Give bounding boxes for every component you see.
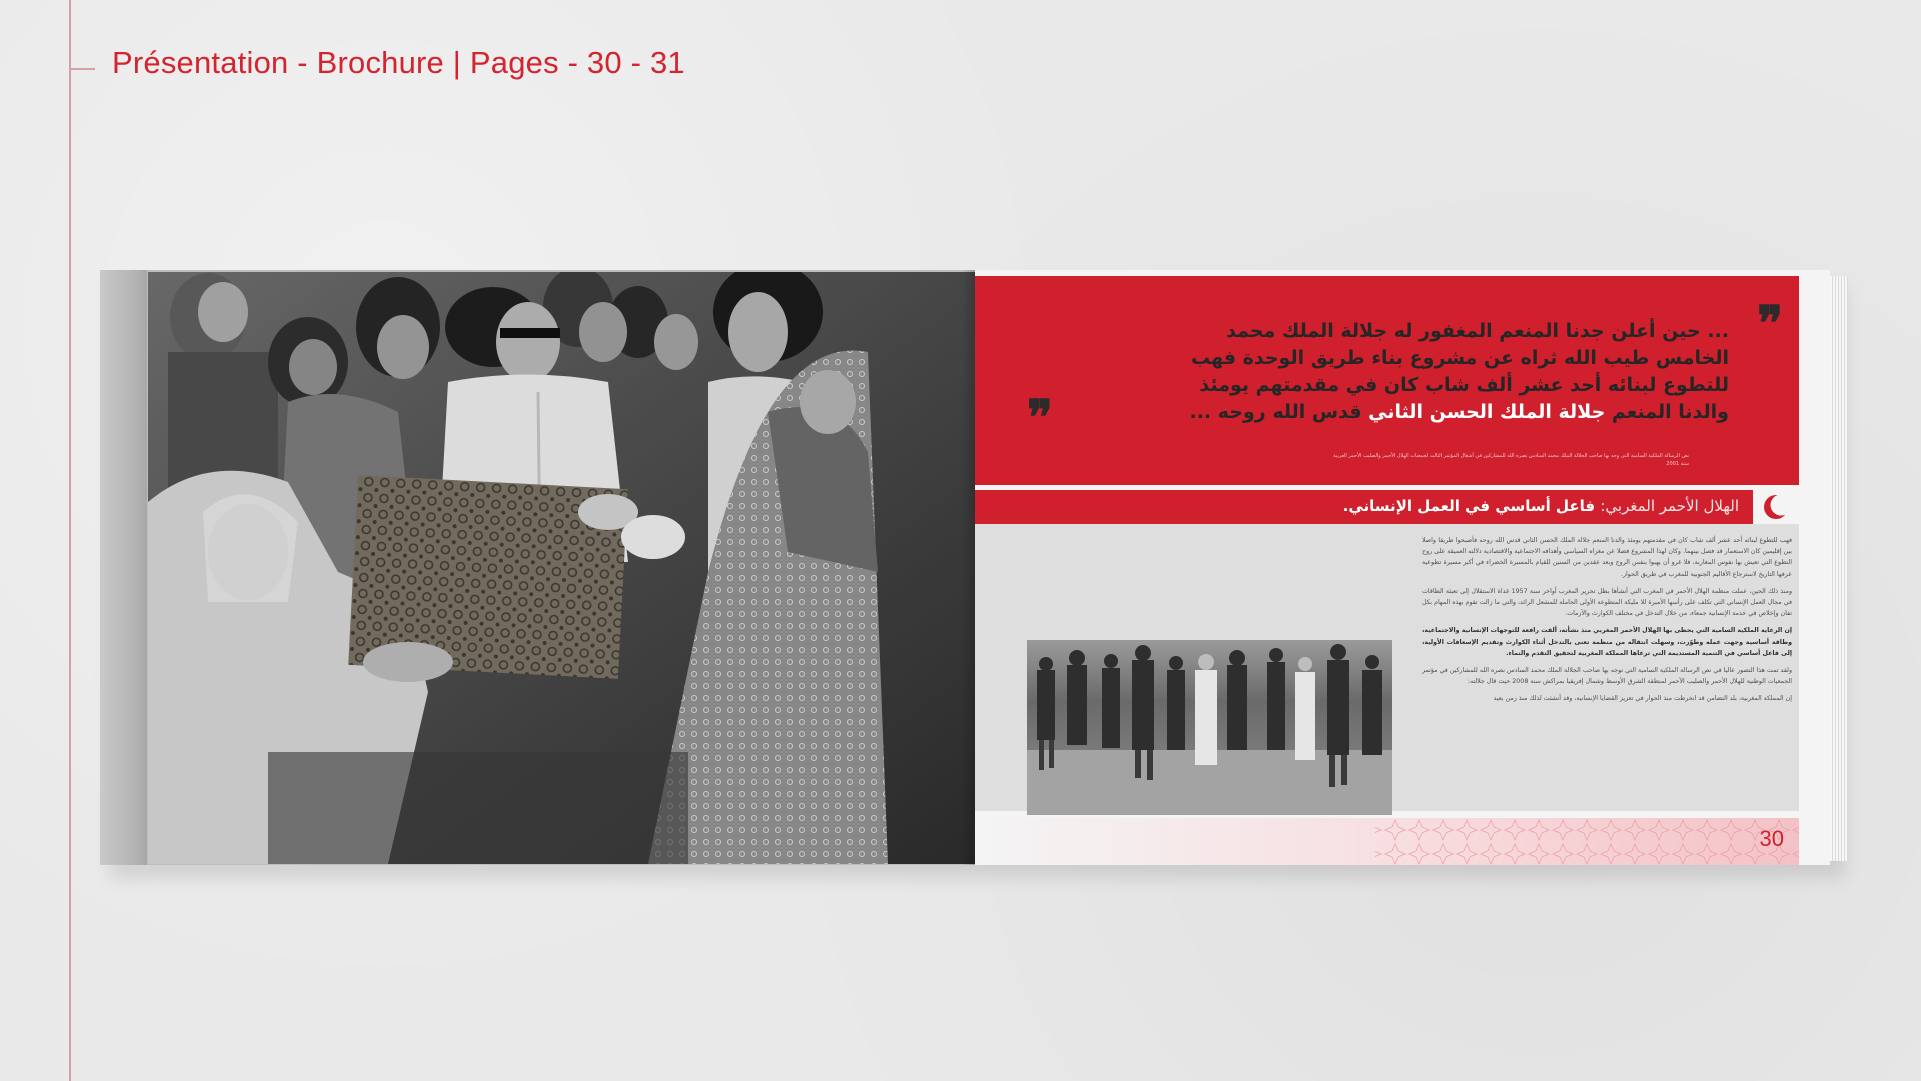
quote-open-mark: ❞ xyxy=(1757,296,1783,352)
quote-line-1: ... حين أعلن جدنا المنعم المغفور له جلالة الملك محمد xyxy=(1226,320,1729,342)
quote-block xyxy=(975,276,1799,485)
quote-text xyxy=(1029,318,1729,426)
body-paragraph-5: إن المملكة المغربية، بلد التضامن قد انخرطت منذ الحوار في تعزيز القضايا الإنسانية، وقد أنشئت لذلك منذ زمن بعيد xyxy=(1493,695,1792,703)
title-dash xyxy=(69,68,95,70)
body-paragraph-2: ومنذ ذلك الحين، عملت منظمة الهلال الأحمر في المغرب التي أنشأها بطل تحرير المغرب أواخر سنة 1957 غداة الاستقلال إلى تعبئة الطاقات في مجال العمل الإنساني التي تكلف على رأسها الأميرة للا مليكة المتطوعة الأولى الحاملة للمشعل الرائد، والتي ما زالت تقوم بهذه المهام بكل تفان وإخلاص في خدمة الإنسانية جمعاء، من خلال التدخل في مختلف الكوارث والأزمات. xyxy=(1422,587,1792,618)
quote-line-2: الخامس طيب الله ثراه عن مشروع بناء طريق الوحدة فهب xyxy=(1190,347,1729,369)
body-paragraph-1: فهب للتطوع لبنائه أحد عشر ألف شاب كان في مقدمتهم يومئذ والدنا المنعم جلالة الملك الحسن الثاني قدس الله روحه فأصبحوا طريقا واصلا بين إقليمين كان الاستعمار قد فصل بينهما. وكان لهذا المشروع فضلا عن مغزاه السياسي وأهدافه الاجتماعية والاقتصادية دلالته العميقة على روح التطوع التي تعيش بها نفوس المغاربة، فلا غرو أن يهبوا بنفس الروح وبعد عقدين من السنين للقيام بالمسيرة الخضراء في أكبر مسيرة تطوعية عرفها التاريخ لاسترجاع الأقاليم الجنوبية للمغرب في طريق الحوار. xyxy=(1422,537,1792,578)
quote-caption: نص الرسالة الملكية السامية التي وجه بها صاحب الجلالة الملك محمد السادس نصره الله للمشاركين في أشغال المؤتمر الثالث لجمعيات الهلال الأحمر والصليب الأحمر العربية سنة 2001 xyxy=(1333,453,1689,467)
page-stack-edge xyxy=(1830,276,1848,861)
left-page xyxy=(100,270,975,865)
quote-line-4-end: قدس الله روحه ... xyxy=(1189,401,1362,423)
decorative-pattern-band xyxy=(975,818,1799,865)
section-title-main: فاعل أساسي في العمل الإنساني. xyxy=(1342,497,1596,515)
section-header-bar xyxy=(975,490,1799,524)
red-crescent-icon xyxy=(1753,490,1799,524)
body-text xyxy=(1422,535,1792,711)
quote-line-4-highlight: جلالة الملك الحسن الثاني xyxy=(1368,401,1606,423)
quote-line-4-dark: والدنا المنعم xyxy=(1611,401,1729,423)
section-title-prefix: الهلال الأحمر المغربي: xyxy=(1600,497,1739,515)
section-title xyxy=(1343,497,1739,515)
right-page xyxy=(975,270,1830,865)
left-margin-rule xyxy=(69,0,71,1081)
slide-title: Présentation - Brochure | Pages - 30 - 31 xyxy=(112,45,685,80)
main-photo xyxy=(148,272,975,864)
brochure-spread xyxy=(100,270,1850,870)
left-page-edge xyxy=(100,270,147,865)
quote-line-3: للتطوع لبنائه أحد عشر ألف شاب كان في مقدمتهم يومئذ xyxy=(1199,374,1729,396)
body-paragraph-4: ولقد تمت هذا التصور عاليا في نص الرسالة الملكية السامية التي توجه بها صاحب الجلالة الملك محمد السادس نصره الله للمشاركين في مؤتمر الجمعيات الوطنية للهلال الأحمر والصليب الأحمر لمنطقة الشرق الأوسط وشمال إفريقيا بمراكش سنة 2008 حيث قال جلالته: xyxy=(1422,667,1792,686)
body-paragraph-3: إن الرعاية الملكية السامية التي يحظى بها الهلال الأحمر المغربي منذ نشأته، ألقت رافعة للتوجهات الإنسانية والاجتماعية، وطاقة أساسية وجهت عمله وطوّرت، وسهلت انتقاله من منظمة تعنى بالتدخل أثناء الكوارث وتقديم الإسعافات الأولية، إلى فاعل أساسي في التنمية المستديمة التي ترعاها المملكة المغربية لتحقيق التقدم والنماء. xyxy=(1422,627,1792,657)
quote-close-mark: ❞ xyxy=(1027,390,1053,446)
page-number: 30 xyxy=(1759,826,1784,851)
march-photo xyxy=(1027,640,1392,815)
crescent-box xyxy=(1753,490,1799,524)
